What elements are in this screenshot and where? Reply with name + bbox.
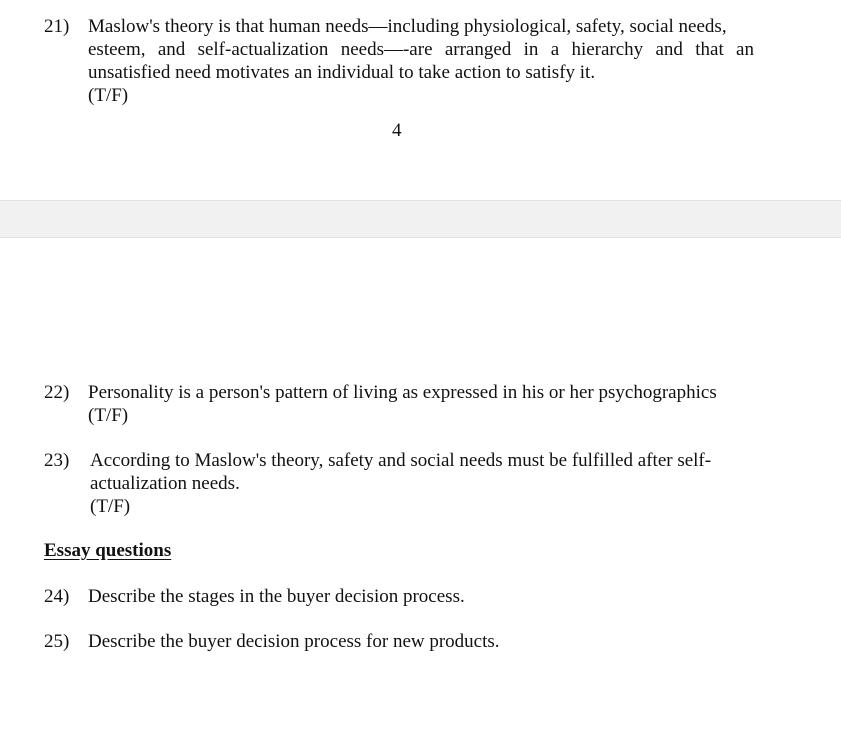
answer-type: (T/F): [88, 405, 129, 426]
question-number: 22): [44, 382, 70, 403]
question-text-line: actualization needs.: [90, 473, 240, 494]
question-text-line: unsatisfied need motivates an individual to take action to satisfy it.: [88, 62, 596, 83]
question-text-line: Maslow's theory is that human needs—including physiological, safety, social needs,: [88, 16, 727, 37]
answer-type: (T/F): [90, 496, 131, 517]
question-text-line: esteem, and self-actualization needs—-are arranged in a hierarchy and that an: [88, 39, 754, 60]
question-number: 25): [44, 631, 70, 652]
essay-questions-heading: Essay questions: [44, 540, 172, 561]
question-text-line: Personality is a person's pattern of living as expressed in his or her psychographics: [88, 382, 717, 403]
page-separator: [0, 200, 841, 238]
question-text-line: Describe the stages in the buyer decision process.: [88, 586, 465, 607]
question-number: 21): [44, 16, 70, 37]
question-number: 23): [44, 450, 70, 471]
question-number: 24): [44, 586, 70, 607]
answer-type: (T/F): [88, 85, 129, 106]
page-number: 4: [392, 120, 402, 141]
question-text-line: According to Maslow's theory, safety and social needs must be fulfilled after self-: [90, 450, 712, 471]
question-text-line: Describe the buyer decision process for new products.: [88, 631, 500, 652]
